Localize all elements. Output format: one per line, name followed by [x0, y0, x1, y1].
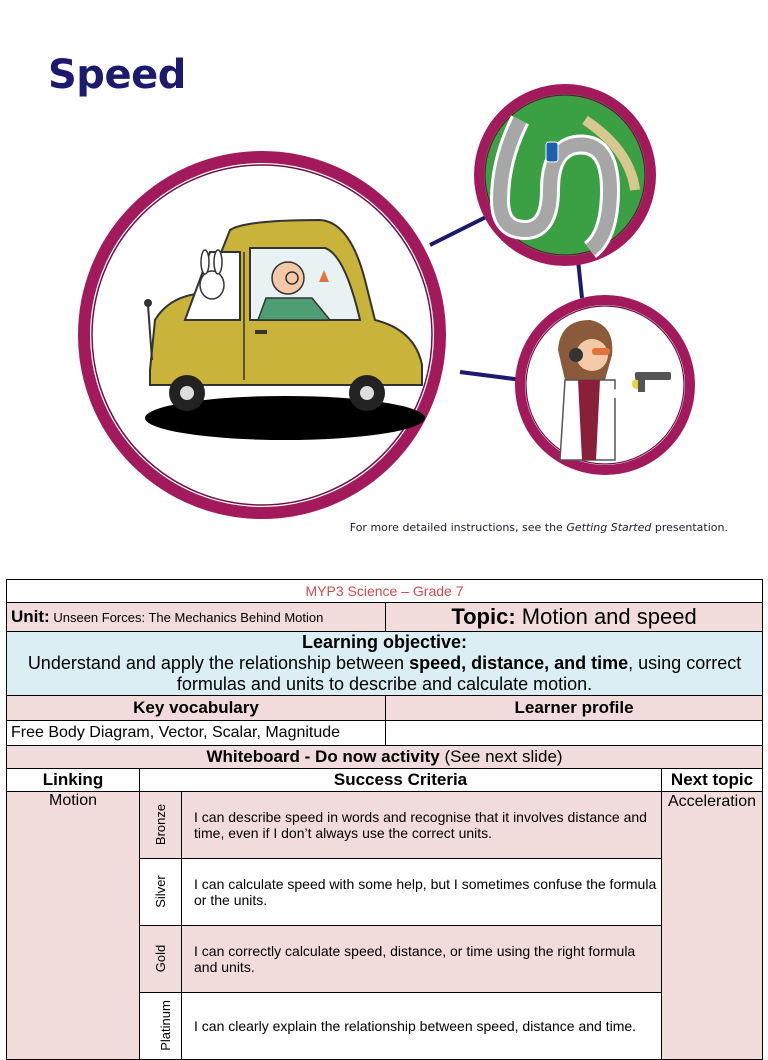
level-cell — [140, 859, 182, 926]
unit-value: Unseen Forces: The Mechanics Behind Motion — [53, 610, 324, 625]
next-topic-label: Next topic — [662, 769, 763, 792]
topic-label: Topic: — [451, 604, 516, 629]
lesson-plan-table — [6, 579, 763, 1060]
caption-prefix: For more detailed instructions, see the — [349, 521, 567, 534]
vocab-value-row — [7, 721, 763, 746]
learner-profile-value — [386, 721, 763, 746]
race-track-illustration — [479, 89, 651, 261]
level-label: Silver — [152, 875, 168, 908]
success-header-row — [7, 769, 763, 792]
unit-topic-row — [7, 603, 763, 632]
linking-label: Linking — [7, 769, 140, 792]
objective-before: Understand and apply the relationship between — [27, 653, 410, 673]
do-now-row — [7, 746, 763, 769]
course-header-row — [7, 580, 763, 603]
criteria-row-bronze — [7, 792, 763, 859]
linking-value: Motion — [7, 792, 140, 1060]
objective-after: , using correct formulas and units to describe and calculate motion. — [176, 653, 742, 694]
do-now-cell — [7, 746, 763, 769]
objective-bold: speed, distance, and time — [409, 653, 629, 673]
vocab-value: Free Body Diagram, Vector, Scalar, Magnitude — [7, 721, 386, 746]
level-label: Platinum — [157, 1000, 173, 1051]
next-topic-value: Acceleration — [662, 792, 763, 1060]
do-now-note: (See next slide) — [439, 747, 563, 766]
vocab-header-row — [7, 696, 763, 721]
criteria-text: I can correctly calculate speed, distance, or time using the right formula and units. — [182, 926, 662, 993]
topic-cell — [386, 603, 763, 632]
success-criteria-label: Success Criteria — [140, 769, 662, 792]
objective-label: Learning objective: — [301, 632, 468, 652]
criteria-text: I can calculate speed with some help, but I sometimes confuse the formula or the units. — [182, 859, 662, 926]
objective-cell — [7, 632, 763, 696]
caption-suffix: presentation. — [651, 521, 728, 534]
slide-caption — [350, 521, 728, 534]
unit-cell — [7, 603, 386, 632]
caption-emphasis: Getting Started — [566, 521, 652, 534]
level-cell — [140, 792, 182, 859]
vocab-label: Key vocabulary — [7, 696, 386, 721]
level-cell — [140, 926, 182, 993]
criteria-text: I can clearly explain the relationship between speed, distance and time. — [182, 993, 662, 1060]
learner-profile-label: Learner profile — [386, 696, 763, 721]
level-label: Bronze — [153, 803, 169, 846]
car-illustration — [84, 157, 440, 513]
slide-illustration — [30, 80, 740, 540]
slide-title: Speed — [48, 52, 186, 98]
level-cell — [140, 993, 182, 1060]
criteria-text: I can describe speed in words and recognise that it involves distance and time, even if I don’t always use the correct units. — [182, 792, 662, 859]
topic-value: Motion and speed — [521, 604, 697, 629]
scientist-stopwatch-illustration — [520, 300, 690, 470]
course-header: MYP3 Science – Grade 7 — [7, 580, 763, 603]
do-now-label: Whiteboard - Do now activity — [206, 747, 440, 766]
level-label: Gold — [153, 944, 168, 973]
objective-row — [7, 632, 763, 696]
unit-label: Unit: — [11, 607, 50, 626]
